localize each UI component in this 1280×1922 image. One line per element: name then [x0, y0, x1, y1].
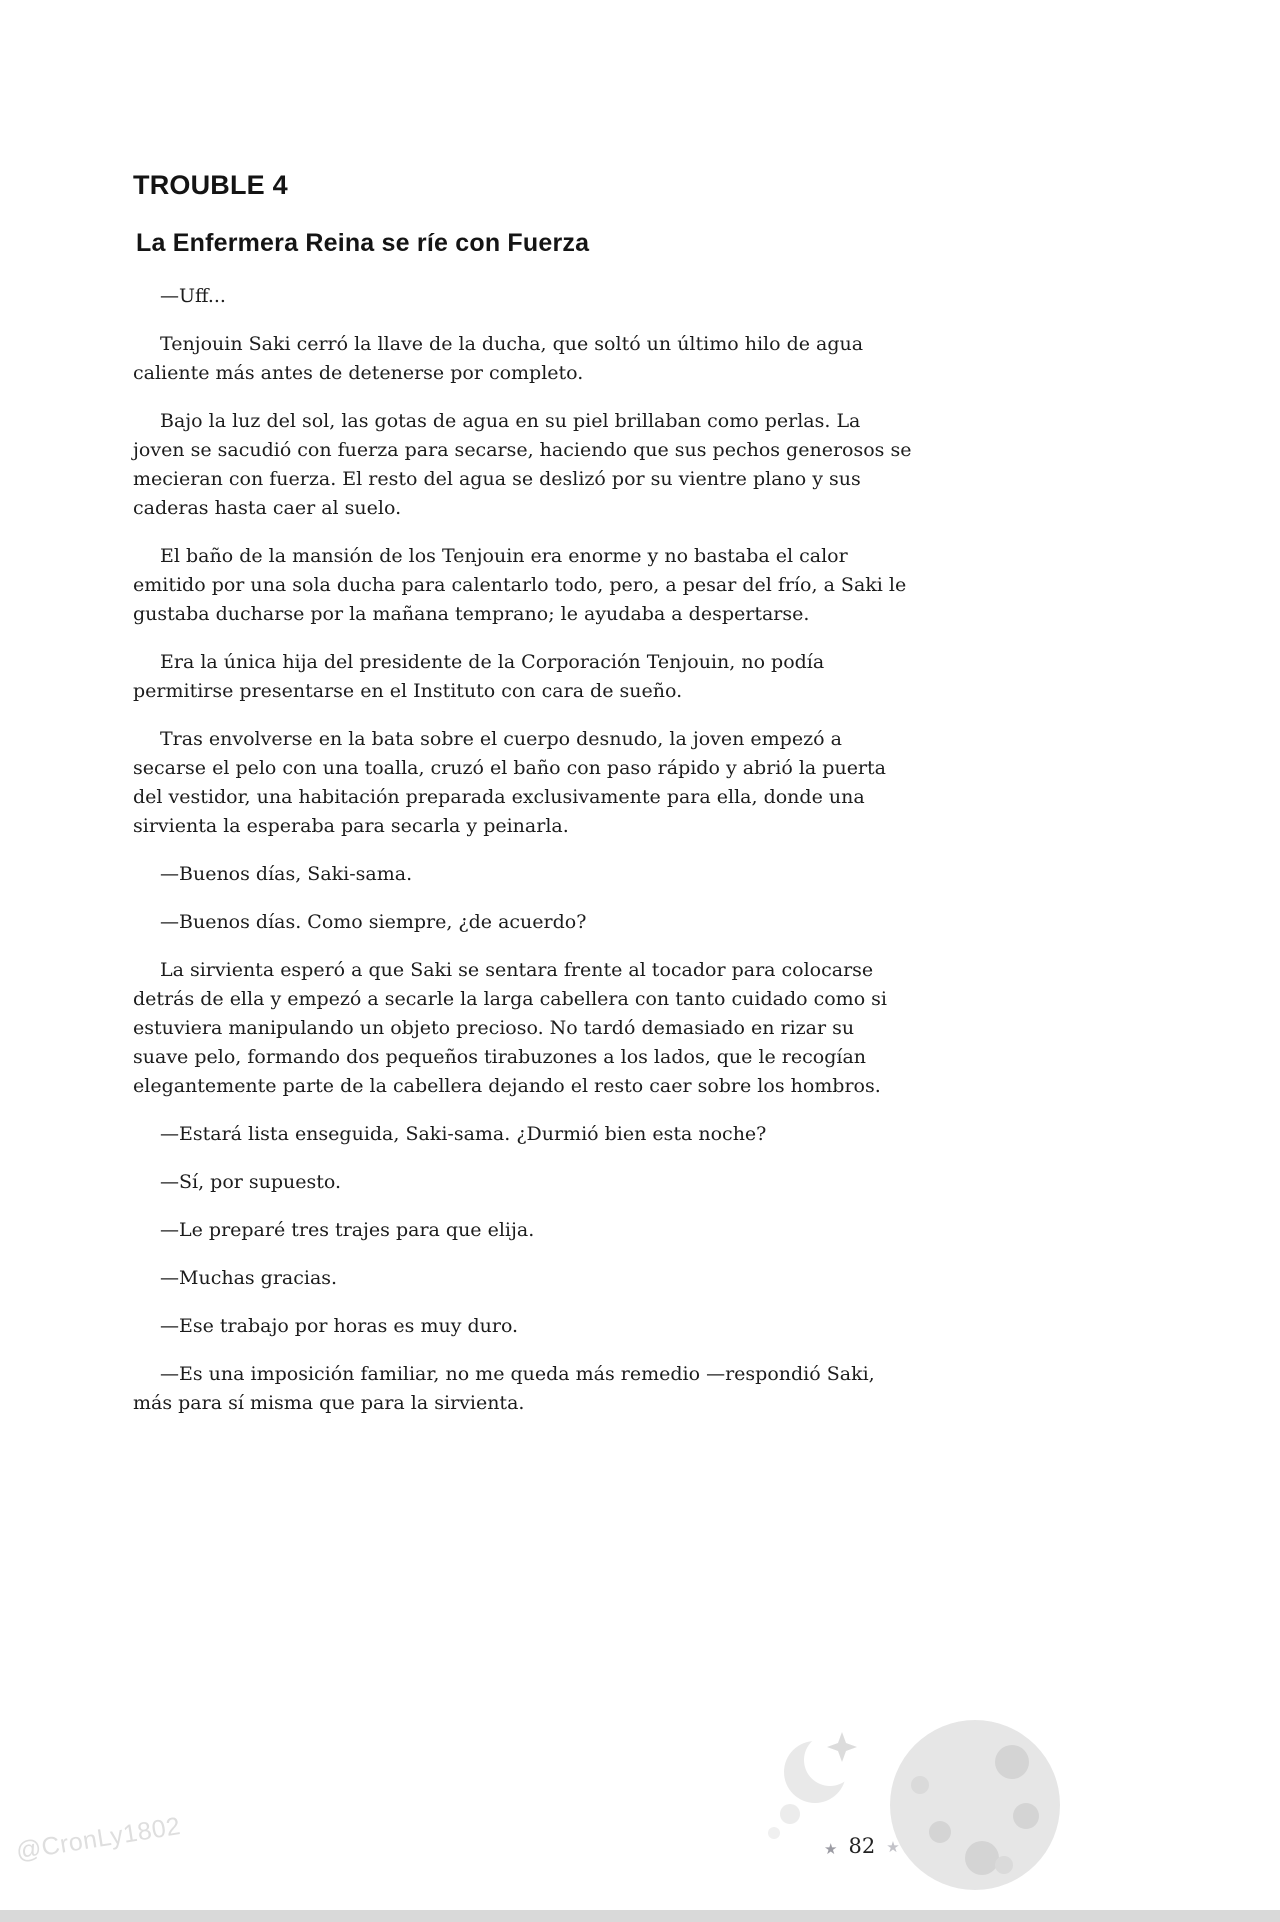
moon-illustration [760, 1690, 1070, 1900]
chapter-title: TROUBLE 4 [133, 170, 288, 200]
moon-crater [911, 1776, 929, 1794]
paragraph: —Uff... [160, 285, 226, 307]
paragraph: La sirvienta esperó a que Saki se sentara frente al tocador para colocarse detrás de ella y empezó a secarle la larga cabellera con tanto cuidado como si estuviera manipulando un objeto precioso. No tardó demasiado en rizar su suave pelo, formando dos pequeños tirabuzones a los lados, que le recogían elegantemente parte de la cabellera dejando el resto caer sobre los hombros. [133, 959, 887, 1097]
watermark: @CronLy1802 [14, 1812, 183, 1866]
moon-crater [929, 1821, 951, 1843]
paragraph: —Muchas gracias. [160, 1267, 338, 1289]
page-number-group [824, 1834, 900, 1858]
paragraph: —Sí, por supuesto. [160, 1171, 342, 1193]
paragraph: —Es una imposición familiar, no me queda más remedio —respondió Saki, más para sí misma que para la sirvienta. [133, 1363, 875, 1414]
star-icon: ★ [886, 1837, 900, 1856]
moon-crater [965, 1841, 999, 1875]
paragraph: El baño de la mansión de los Tenjouin era enorme y no bastaba el calor emitido por una sola ducha para calentarlo todo, pero, a pesar del frío, a Saki le gustaba ducharse por la mañana temprano; le ayudaba a despertarse. [133, 545, 907, 625]
page-number: 82 [848, 1834, 876, 1858]
chapter-subtitle: La Enfermera Reina se ríe con Fuerza [136, 229, 590, 257]
page-bottom-edge [0, 1910, 1280, 1922]
crescent-cutout [804, 1734, 856, 1786]
paragraph: Era la única hija del presidente de la Corporación Tenjouin, no podía permitirse presentarse en el Instituto con cara de sueño. [133, 651, 825, 702]
moon-crater [1013, 1803, 1039, 1829]
paragraph: Tras envolverse en la bata sobre el cuerpo desnudo, la joven empezó a secarse el pelo con una toalla, cruzó el baño con paso rápido y abrió la puerta del vestidor, una habitación preparada exclusivamente para ella, donde una sirvienta la esperaba para secarla y peinarla. [133, 728, 886, 837]
paragraph: Tenjouin Saki cerró la llave de la ducha, que soltó un último hilo de agua caliente más antes de detenerse por completo. [133, 333, 864, 384]
moon-icon [760, 1690, 1070, 1900]
paragraph: —Buenos días. Como siempre, ¿de acuerdo? [160, 911, 587, 933]
small-dot [768, 1827, 780, 1839]
moon-crater [995, 1745, 1029, 1779]
paragraph: Bajo la luz del sol, las gotas de agua en su piel brillaban como perlas. La joven se sacudió con fuerza para secarse, haciendo que sus pechos generosos se mecieran con fuerza. El resto del agua se deslizó por su vientre plano y sus caderas hasta caer al suelo. [133, 410, 912, 519]
paragraph: —Buenos días, Saki-sama. [160, 863, 413, 885]
paragraph: —Le preparé tres trajes para que elija. [160, 1219, 535, 1241]
page-content [133, 170, 913, 1418]
star-icon: ★ [824, 1839, 838, 1858]
moon-crater [995, 1856, 1013, 1874]
paragraph: —Ese trabajo por horas es muy duro. [160, 1315, 519, 1337]
paragraph: —Estará lista enseguida, Saki-sama. ¿Durmió bien esta noche? [160, 1123, 767, 1145]
small-dot [780, 1804, 800, 1824]
